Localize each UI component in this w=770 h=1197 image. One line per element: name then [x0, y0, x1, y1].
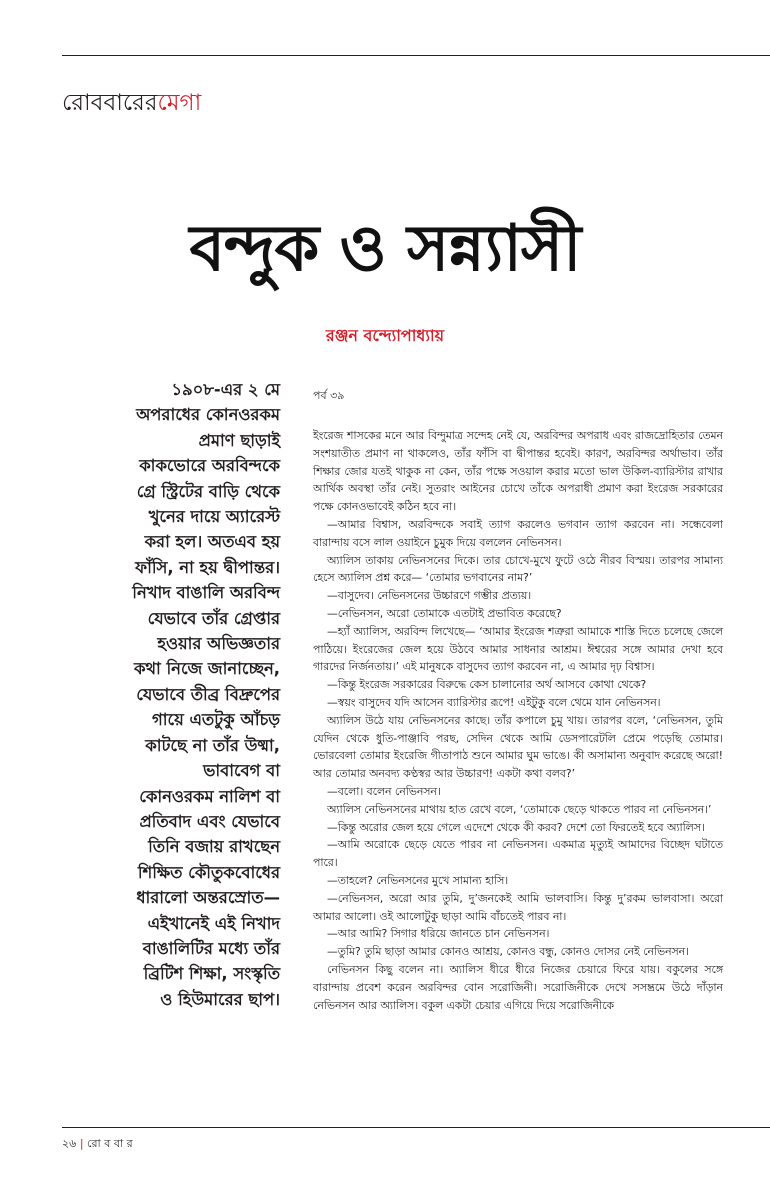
article-paragraph: —বাসুদেব। নেভিনসনের উচ্চারণে গম্ভীর প্রত্যয়।	[327, 589, 532, 603]
article-paragraph: —নেভিনসন, অরো তোমাকে এতটাই প্রভাবিত করেছে?	[327, 606, 562, 620]
article-paragraph: —আমি অরোকে ছেড়ে যেতে পারব না নেভিনসন। একমাত্র মৃত্যুই আমাদের বিচ্ছেদ ঘটাতে পারে।	[313, 838, 723, 870]
article-paragraph: —তাহলে? নেভিনসনের মুখে সামান্য হাসি।	[327, 873, 509, 887]
page-number: ২৬	[62, 1137, 77, 1150]
article-body	[313, 427, 723, 1014]
article-paragraph: নেভিনসন কিছু বলেন না। অ্যালিস ধীরে ধীরে নিজের চেয়ারে ফিরে যায়। বকুলের সঙ্গে বারান্দায় প্রবেশ করেন অরবিন্দর বোন সরোজিনী। সরোজিনীকে দেখে সসম্ভ্রমে উঠে দাঁড়ান নেভিনসন আর অ্যালিস। বকুল একটা চেয়ার এগিয়ে দিয়ে সরোজিনীকে	[313, 962, 723, 1012]
section-prefix: রোববারের	[62, 90, 158, 116]
top-rule	[62, 55, 770, 56]
article-paragraph: —আমার বিশ্বাস, অরবিন্দকে সবাই ত্যাগ করলেও ভগবান ত্যাগ করবেন না। সন্ধেবেলা বারান্দায় বসে লাল ওয়াইনে চুমুক দিয়ে বললেন নেভিনসন।	[313, 517, 723, 549]
article-paragraph: —কিন্তু অরোর জেল হয়ে গেলে এদেশে থেকে কী করব? দেশে তো ফিরতেই হবে অ্যালিস।	[327, 820, 705, 834]
magazine-name: রো ব বা র	[87, 1137, 133, 1150]
story-title: বন্দুক ও সন্ন্যাসী	[189, 212, 581, 286]
section-header	[62, 84, 201, 123]
article-paragraph: অ্যালিস নেভিনসনের মাথায় হাত রেখে বলে, ‘তোমাকে ছেড়ে থাকতে পারব না নেভিনসন।’	[327, 802, 712, 816]
article-paragraph: —বলো। বলেন নেভিনসন।	[327, 784, 441, 798]
article-paragraph: অ্যালিস তাকায় নেভিনসনের দিকে। তার চোখে-মুখে ফুটে ওঠে নীরব বিস্ময়। তারপর সামান্য হেসে অ্যালিস প্রশ্ন করে— ‘তোমার ভগবানের নাম?’	[313, 553, 723, 585]
article-paragraph: ইংরেজ শাসকের মনে আর বিন্দুমাত্র সন্দেহ নেই যে, অরবিন্দর অপরাধ এবং রাজদ্রোহিতার তেমন সংশয়াতীত প্রমাণ না থাকলেও, তাঁর ফাঁসি বা দ্বীপান্তর হবেই। কারণ, অরবিন্দর অর্থাভাব। তাঁর শিক্ষার জোর যতই থাকুক না কেন, তাঁর পক্ষে সওয়াল করার মতো ভাল উকিল-ব্যারিস্টার রাখার আর্থিক অবস্থা তাঁর নেই। সুতরাং আইনের চোখে তাঁকে অপরাধী প্রমাণ করা ইংরেজ সরকারের পক্ষে কোনওভাবেই কঠিন হবে না।	[313, 429, 723, 514]
intro-blurb	[130, 377, 280, 1012]
author-name: রঞ্জন বন্দ্যোপাধ্যায়	[325, 326, 445, 345]
article-paragraph: —স্বয়ং বাসুদেব যদি আসেন ব্যারিস্টার রূপে! এইটুকু বলে থেমে যান নেভিনসন।	[327, 695, 661, 709]
article-paragraph: অ্যালিস উঠে যায় নেভিনসনের কাছে। তাঁর কপালে চুমু খায়। তারপর বলে, ‘নেভিনসন, তুমি যেদিন থেকে ধুতি-পাঞ্জাবি পরছ, সেদিন থেকে আমি ডেসপারেটলি প্রেমে পড়েছি তোমার। ভোরবেলা তোমার ইংরেজি গীতাপাঠ শুনে আমার ঘুম ভাঙে। কী অসামান্য অনুবাদ করেছে অরো! আর তোমার অনবদ্য কণ্ঠস্বর আর উচ্চারণ! একটা কথা বলব?’	[313, 713, 723, 781]
article-paragraph: —নেভিনসন, অরো আর তুমি, দু’জনকেই আমি ভালবাসি। কিন্তু দু’রকম ভালবাসা। অরো আমার আলো। ওই আলোটুকু ছাড়া আমি বাঁচতেই পারব না।	[313, 891, 723, 923]
bottom-rule	[62, 1127, 770, 1128]
section-accent: মেগা	[157, 90, 202, 116]
intro-text: ১৯০৮-এর ২ মে অপরাধের কোনওরকম প্রমাণ ছাড়াই কাকভোরে অরবিন্দকে গ্রে স্ট্রিটের বাড়ি থেকে খুনের দায়ে অ্যারেস্ট করা হল। অতএব হয় ফাঁসি, না হয় দ্বীপান্তর। নিখাদ বাঙালি অরবিন্দ যেভাবে তাঁর গ্রেপ্তার হওয়ার অভিজ্ঞতার কথা নিজে জানাচ্ছেন, যেভাবে তীব্র বিদ্রুপের গায়ে এতটুকু আঁচড় কাটছে না তাঁর উষ্মা, ভাবাবেগ বা কোনওরকম নালিশ বা প্রতিবাদ এবং যেভাবে তিনি বজায় রাখছেন শিক্ষিত কৌতুকবোধের ধারালো অন্তরস্রোত— এইখানেই এই নিখাদ বাঙালিটির মধ্যে তাঁর ব্রিটিশ শিক্ষা, সংস্কৃতি ও হিউমারের ছাপ।	[132, 380, 280, 1009]
article-paragraph: —আর আমি? সিগার ধরিয়ে জানতে চান নেভিনসন।	[327, 927, 550, 941]
episode-label: পর্ব ৩৯	[313, 389, 345, 402]
page-footer	[62, 1135, 133, 1154]
article-paragraph: —হ্যাঁ অ্যালিস, অরবিন্দ লিখেছে— ‘আমার ইংরেজ শত্রুরা আমাকে শাস্তি দিতে চলেছে জেলে পাঠিয়ে। ইংরেজের জেল হয়ে উঠবে আমার সাধনার আশ্রম। ঈশ্বরের সঙ্গে আমার দেখা হবে গারদের নির্জনতায়।’ এই মানুষকে বাসুদেব ত্যাগ করবেন না, এ আমার দৃঢ় বিশ্বাস।	[313, 624, 723, 674]
article-paragraph: —তুমি? তুমি ছাড়া আমার কোনও আশ্রয়, কোনও বন্ধু, কোনও দোসর নেই নেভিনসন।	[327, 945, 689, 959]
article-paragraph: —কিন্তু ইংরেজ সরকারের বিরুদ্ধে কেস চালানোর অর্থ আসবে কোথা থেকে?	[327, 678, 647, 692]
footer-separator: |	[79, 1137, 84, 1150]
